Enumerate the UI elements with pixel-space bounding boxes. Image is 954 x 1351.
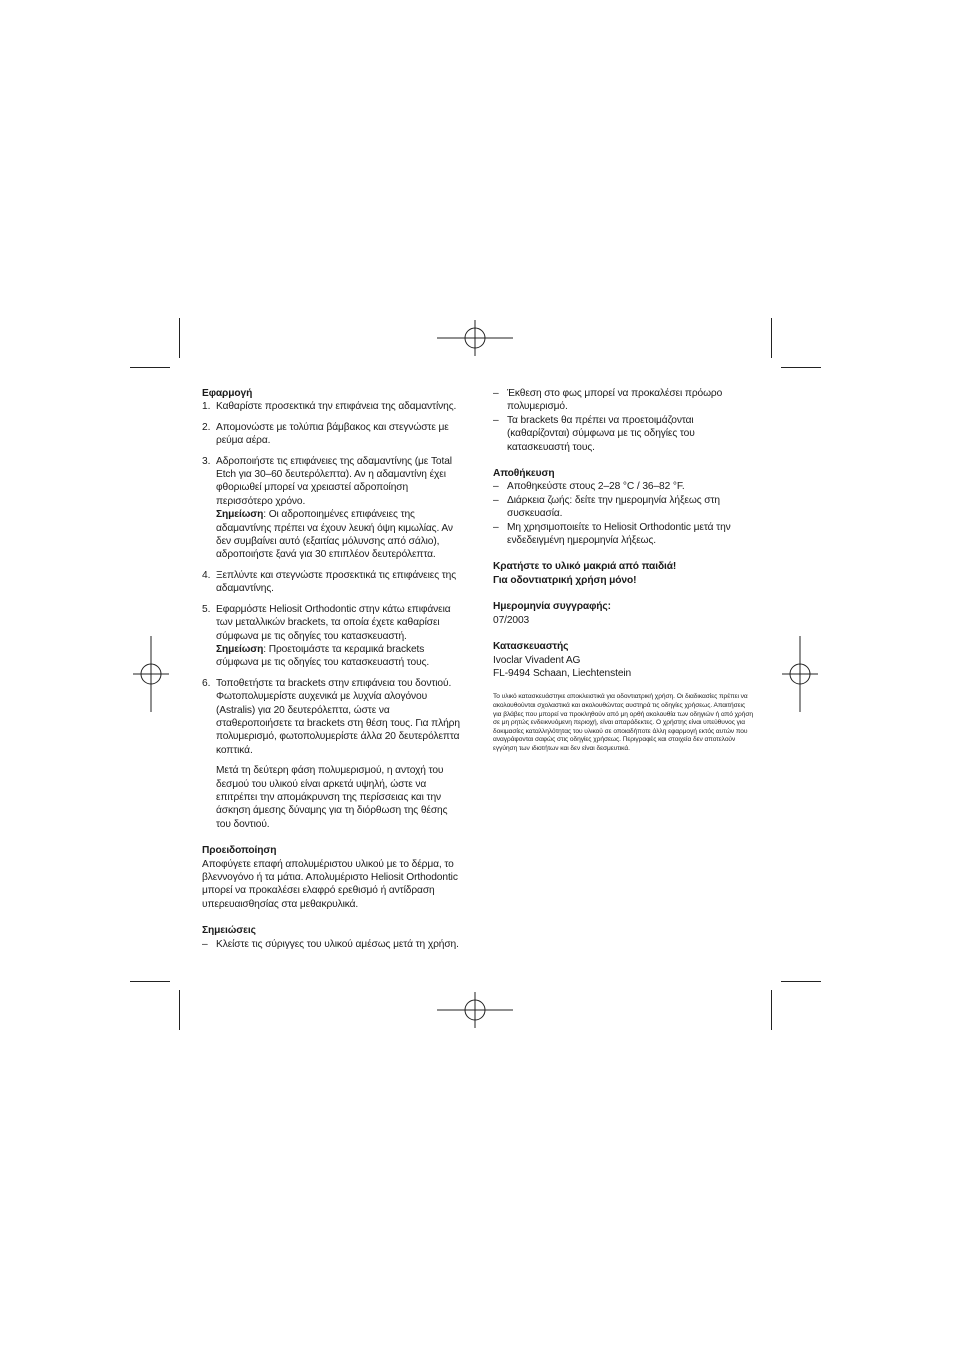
manufacturer-heading: Κατασκευαστής	[493, 641, 569, 653]
note-item: – Έκθεση στο φως μπορεί να προκαλέσει πρόωρο πολυμερισμό.	[493, 388, 723, 413]
left-column	[202, 387, 464, 951]
date-value: 07/2003	[493, 614, 530, 626]
step-3-note-text: : Οι αδροποιημένες επιφάνειες της αδαμαντίνης πρέπει να έχουν λευκή όψη κιμωλίας. Αν δεν συμβαίνει αυτό (εξαιτίας μόλυνσης από σάλιο), αδροποιήστε ξανά για 30 επιπλέον δευτερόλεπτα.	[216, 509, 453, 561]
crop-mark-top-left-v	[179, 318, 180, 358]
step-1: 1. Καθαρίστε προσεκτικά την επιφάνεια της αδαμαντίνης.	[202, 401, 457, 413]
step-5-note-label: Σημείωση	[216, 643, 264, 655]
dental-use-warning: Για οδοντιατρική χρήση μόνο!	[493, 574, 637, 586]
step-3-note-label: Σημείωση	[216, 509, 264, 521]
step-6: 6. Τοποθετήστε τα brackets στην επιφάνεια του δοντιού. Φωτοπολυμερίστε αυχενικά με λυχνία αλογόνου (Astralis) για 20 δευτερόλεπτα, ώστε να σταθεροποιήσετε τα brackets στη θέση τους. Για πλήρη πολυμερισμό, φωτοπολυμερίστε άλλα 20 δευτερόλεπτα κοπτικά.	[202, 677, 460, 756]
step-5-text: Εφαρμόστε Heliosit Orthodontic στην κάτω επιφάνεια των μεταλλικών brackets, τα οποία έχετε καθαρίσει σύμφωνα με τις οδηγίες του κατασκευαστή.	[216, 603, 451, 642]
note-item: – Κλείστε τις σύριγγες του υλικού αμέσως μετά τη χρήση.	[202, 938, 459, 950]
crop-mark-top-left-h	[130, 367, 170, 368]
right-column	[493, 387, 755, 753]
step-5-note-text: : Προετοιμάστε τα κεραμικά brackets σύμφωνα με τις οδηγίες του κατασκευαστή τους.	[216, 643, 430, 669]
crop-mark-bottom-right-h	[781, 981, 821, 982]
storage-heading: Αποθήκευση	[493, 468, 555, 480]
step-3: 3. Αδροποιήστε τις επιφάνειες της αδαμαντίνης (με Total Etch για 30–60 δευτερόλεπτα). Αν η αδαμαντίνη έχει φθοριωθεί μπορεί να χρειαστεί αδροποίηση περισσότερο χρόνο. Σημείωση: Οι αδροποιημένες επιφάνειες της αδαμαντίνης πρέπει να έχουν λευκή όψη κιμωλίας. Αν δεν συμβαίνει αυτό (εξαιτίας μόλυνσης από σάλιο), αδροποιήστε ξανά για 30 επιπλέον δευτερόλεπτα.	[202, 455, 453, 561]
crop-mark-top-right-v	[771, 318, 772, 358]
registration-mark-top	[437, 300, 513, 376]
storage-item: – Μη χρησιμοποιείτε το Heliosit Orthodontic μετά την ενδεδειγμένη ημερομηνία λήξεως.	[493, 521, 731, 547]
registration-mark-right	[762, 636, 838, 712]
crop-mark-bottom-left-v	[179, 990, 180, 1030]
storage-item: – Διάρκεια ζωής: δείτε την ημερομηνία λήξεως στη συσκευασία.	[493, 494, 720, 520]
manufacturer-address: FL-9494 Schaan, Liechtenstein	[493, 667, 632, 679]
step-3-text: Αδροποιήστε τις επιφάνειες της αδαμαντίνης (με Total Etch για 30–60 δευτερόλεπτα). Αν η αδαμαντίνη έχει φθοριωθεί μπορεί να χρειαστεί αδροποίηση περισσότερο χρόνο.	[216, 455, 452, 507]
note-item: – Τα brackets θα πρέπει να προετοιμάζονται (καθαρίζονται) σύμφωνα με τις οδηγίες του κατασκευαστή τους.	[493, 414, 695, 453]
application-heading: Εφαρμογή	[202, 388, 253, 399]
step-6-extra: Μετά τη δεύτερη φάση πολυμερισμού, η αντοχή του δεσμού του υλικού είναι αρκετά υψηλή, ώστε να επιτρέπει την απομάκρυνση της περίσσειας και την άσκηση άμεσης δύναμης για τη διόρθωση της θέσης του δοντιού.	[216, 765, 448, 830]
warning-text: Αποφύγετε επαφή απολυμέριστου υλικού με το δέρμα, το βλεννογόνο ή τα μάτια. Απολυμέριστο Heliosit Orthodontic μπορεί να προκαλέσει ελαφρό ερεθισμό ή αντίδραση υπερευαισθησίας στα μεθακρυλικά.	[202, 858, 458, 910]
crop-mark-bottom-left-h	[130, 981, 170, 982]
step-5: 5. Εφαρμόστε Heliosit Orthodontic στην κάτω επιφάνεια των μεταλλικών brackets, τα οποία έχετε καθαρίσει σύμφωνα με τις οδηγίες του κατασκευαστή. Σημείωση: Προετοιμάστε τα κεραμικά brackets σύμφωνα με τις οδηγίες του κατασκευαστή τους.	[202, 603, 451, 669]
children-warning: Κρατήστε το υλικό μακριά από παιδιά!	[493, 561, 677, 573]
step-2: 2. Απομονώστε με τολύπια βάμβακος και στεγνώστε με ρεύμα αέρα.	[202, 421, 449, 447]
manufacturer-name: Ivoclar Vivadent AG	[493, 654, 581, 666]
notes-heading: Σημειώσεις	[202, 925, 256, 937]
registration-mark-left	[113, 636, 189, 712]
disclaimer: Το υλικό κατασκευάστηκε αποκλειστικά για οδοντιατρική χρήση. Οι διαδικασίες πρέπει να ακολουθούνται σχολαστικά και ακολουθώντας αυστηρά τις οδηγίες χρήσεως. Απαιτήσεις για βλάβες που μπορεί να προκληθούν από μη ορθή ακολουθία των οδηγιών ή από χρήση σε μη ρητώς ενδεικνυόμενη περιοχή, είναι απαράδεκτες. Ο χρήστης είναι υπεύθυνος για δοκιμασίες καταλληλότητας του υλικού σε οποιαδήποτε άλλη εφαρμογή εκτός αυτών που αναγράφονται σαφώς στις οδηγίες χρήσεως. Περιγραφές και στοιχεία δεν αποτελούν εγγύηση των ιδιοτήτων και δεν είναι δεσμευτικά.	[493, 693, 753, 752]
crop-mark-top-right-h	[781, 367, 821, 368]
storage-item: – Αποθηκεύστε στους 2–28 °C / 36–82 °F.	[493, 481, 685, 493]
step-4: 4. Ξεπλύντε και στεγνώστε προσεκτικά τις επιφάνειες της αδαμαντίνης.	[202, 569, 457, 595]
crop-mark-bottom-right-v	[771, 990, 772, 1030]
date-heading: Ημερομηνία συγγραφής:	[493, 601, 611, 613]
warning-heading: Προειδοποίηση	[202, 845, 277, 857]
registration-mark-bottom	[437, 972, 513, 1048]
